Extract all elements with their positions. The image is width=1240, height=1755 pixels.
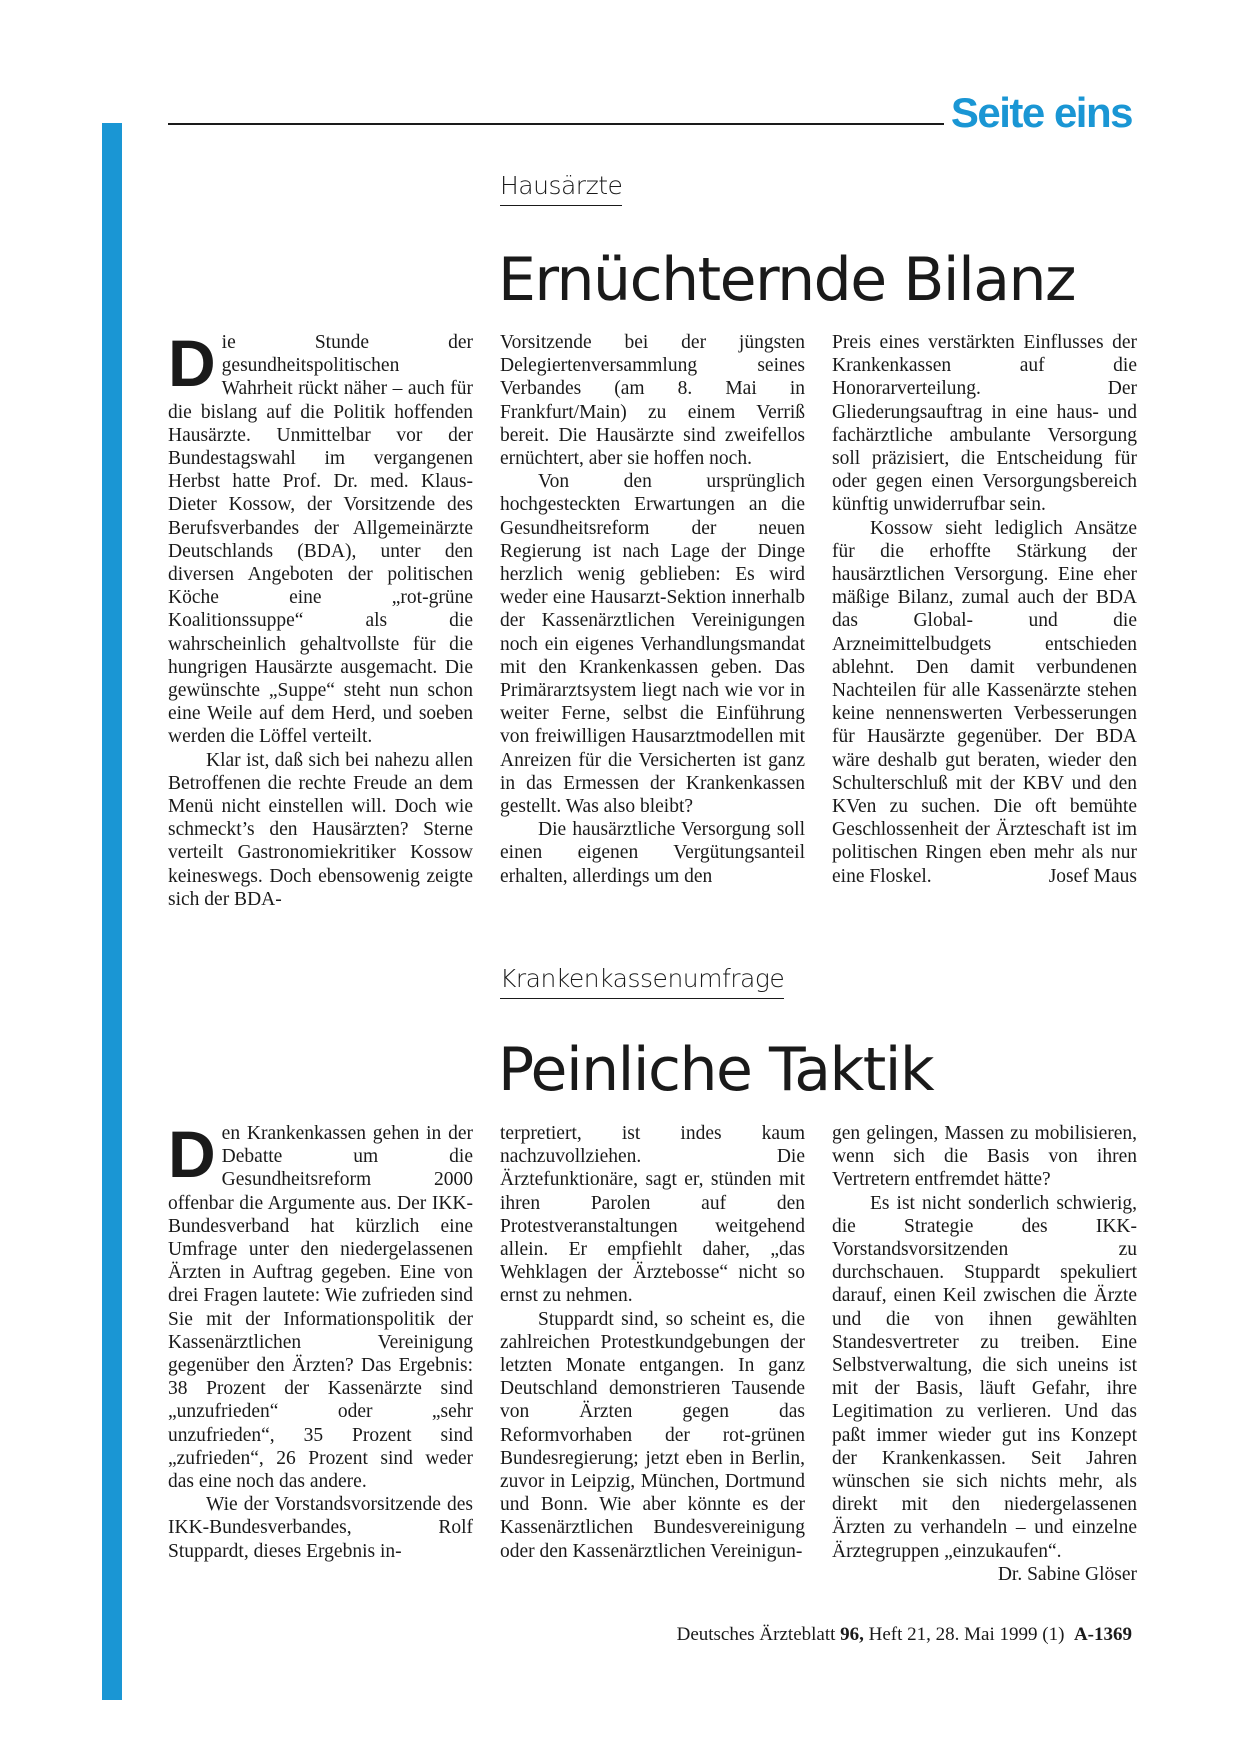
article2-kicker: Krankenkassenumfrage	[500, 963, 784, 999]
paragraph: Von den ursprünglich hochgesteckten Erwartungen an die Gesundheitsreform der neuen Regierung ist nach Lage der Dinge herzlich wenig geblieben: Es wird weder eine Hausarzt-Sektion innerhalb der Kassenärztlichen Vereinigungen noch ein eigenes Verhandlungsmandat mit den Krankenkassen geben. Das Primärarztsystem liegt nach wie vor in weiter Ferne, selbst die Einführung von freiwilligen Hausarztmodellen mit Anreizen für die Versicherten ist ganz in das Ermessen der Krankenkassen gestellt. Was also bleibt?	[500, 471, 805, 818]
paragraph: Wie der Vorstandsvorsitzende des IKK-Bundesverbandes, Rolf Stuppardt, dieses Ergebnis in-	[168, 1494, 473, 1562]
article1-column-1	[168, 326, 473, 911]
article2-column-2	[500, 1122, 805, 1563]
footer-page-number: A-1369	[1073, 1624, 1132, 1645]
paragraph-text: Kossow sieht lediglich Ansätze für die erhoffte Stärkung der hausärztlichen Versorgung. Eine eher mäßige Bilanz, zumal auch der BDA das Global- und die Arzneimittelbudgets entschieden ablehnt. Den damit verbundenen Nachteilen für alle Kassenärzte stehen keine nennenswerten Verbesserungen für Hausärzte gegenüber. Der BDA wäre deshalb gut beraten, wieder den Schulterschluß mit der KBV und den KVen zu suchen. Die oft bemühte Geschlossenheit der Ärzteschaft ist im politischen Ringen eben mehr als nur eine Floskel.	[832, 517, 1137, 887]
paragraph: Stuppardt sind, so scheint es, die zahlreichen Protestkundgebungen der letzten Monate entgangen. In ganz Deutschland demonstrieren Tausende von Ärzten gegen das Reformvorhaben der rot-grünen Bundesregierung; jetzt eben in Berlin, zuvor in Leipzig, München, Dortmund und Bonn. Wie aber könnte es der Kassenärztlichen Bundesvereinigung oder den Kassenärztlichen Vereinigun-	[500, 1308, 805, 1562]
paragraph-text: Es ist nicht sonderlich schwierig, die Strategie des IKK-Vorstandsvorsitzenden zu durchschauen. Stuppardt spekuliert darauf, einen Keil zwischen die Ärzte und die von ihnen gewählten Standesvertreter zu treiben. Eine Selbstverwaltung, die sich uneins ist mit der Basis, läuft Gefahr, ihre Legitimation zu verlieren. Und das paßt immer wieder gut ins Konzept der Krankenkassen. Seit Jahren wünschen sie sich nichts mehr, als direkt mit den niedergelassenen Ärzten zu verhandeln – und einzelne Ärztegruppen „einzukaufen“.	[832, 1192, 1137, 1562]
article1-dropcap: D	[168, 326, 216, 400]
article2-column-3	[832, 1122, 1137, 1586]
paragraph	[832, 517, 1137, 888]
paragraph: ie Stunde der gesundheitspolitischen Wahrheit rückt näher – auch für die bislang auf die Politik hoffenden Hausärzte. Unmittelbar vor der Bundestagswahl im vergangenen Herbst hatte Prof. Dr. med. Klaus-Dieter Kossow, der Vorsitzende des Berufsverbandes der Allgemeinärzte Deutschlands (BDA), unter den diversen Angeboten der politischen Köche eine „rot-grüne Koalitionssuppe“ als die wahrscheinlich gehaltvollste für die hungrigen Hausärzte ausgemacht. Die gewünschte „Suppe“ steht nun schon eine Weile auf dem Herd, und soeben werden die Löffel verteilt.	[168, 332, 473, 748]
section-title: Seite eins	[950, 89, 1132, 136]
header-rule	[168, 123, 944, 125]
article1-headline: Ernüchternde Bilanz	[498, 245, 1076, 315]
paragraph: Klar ist, daß sich bei nahezu allen Betroffenen die rechte Freude an dem Menü nicht einstellen will. Doch wie schmeckt’s den Hausärzten? Sterne verteilt Gastronomiekritiker Kossow keineswegs. Doch ebensowenig zeigte sich der BDA-	[168, 749, 473, 910]
paragraph: gen gelingen, Massen zu mobilisieren, wenn sich die Basis von ihren Vertretern entfremdet hätte?	[832, 1123, 1137, 1191]
page-footer	[677, 1624, 1132, 1646]
article2-column-1	[168, 1117, 473, 1563]
paragraph: en Krankenkassen gehen in der Debatte um die Gesundheitsreform 2000 offenbar die Argumente aus. Der IKK-Bundesverband hat kürzlich eine Umfrage unter den niedergelassenen Ärzten in Auftrag gegeben. Eine von drei Fragen lautete: Wie zufrieden sind Sie mit der Informationspolitik der Kassenärztlichen Vereinigung gegenüber den Ärzten? Das Ergebnis: 38 Prozent der Kassenärzte sind „unzufrieden“ oder „sehr unzufrieden“, 35 Prozent sind „zufrieden“, 26 Prozent sind weder das eine noch das andere.	[168, 1123, 473, 1493]
paragraph	[832, 1192, 1137, 1585]
paragraph: terpretiert, ist indes kaum nachzuvollziehen. Die Ärztefunktionäre, sagt er, stünden mit ihren Parolen auf den Protestveranstaltungen weitgehend allein. Er empfiehlt daher, „das Wehklagen der Ärztebosse“ nicht so ernst zu nehmen.	[500, 1123, 805, 1307]
sidebar-color-bar	[102, 123, 122, 1700]
article2-dropcap: D	[168, 1117, 216, 1191]
article1-column-3	[832, 331, 1137, 888]
article2-headline: Peinliche Taktik	[498, 1035, 934, 1105]
footer-volume: 96,	[840, 1624, 864, 1645]
footer-issue: Heft 21, 28. Mai 1999 (1)	[868, 1624, 1065, 1645]
paragraph: Preis eines verstärkten Einflusses der Krankenkassen auf die Honorarverteilung. Der Gliederungsauftrag in eine haus- und fachärztliche ambulante Versorgung soll präzisiert, die Entscheidung für oder gegen einen Versorgungsbereich künftig unwiderrufbar sein.	[832, 332, 1137, 516]
article1-author: Josef Maus	[1048, 865, 1137, 887]
paragraph: Die hausärztliche Versorgung soll einen eigenen Vergütungsanteil erhalten, allerdings um den	[500, 819, 805, 887]
article1-column-2	[500, 331, 805, 888]
article2-author: Dr. Sabine Glöser	[997, 1563, 1137, 1585]
paragraph: Vorsitzende bei der jüngsten Delegiertenversammlung seines Verbandes (am 8. Mai in Frankfurt/Main) zu einem Verriß bereit. Die Hausärzte sind zweifellos ernüchtert, aber sie hoffen noch.	[500, 332, 805, 470]
footer-journal: Deutsches Ärzteblatt	[676, 1624, 836, 1645]
article1-kicker: Hausärzte	[500, 170, 622, 206]
